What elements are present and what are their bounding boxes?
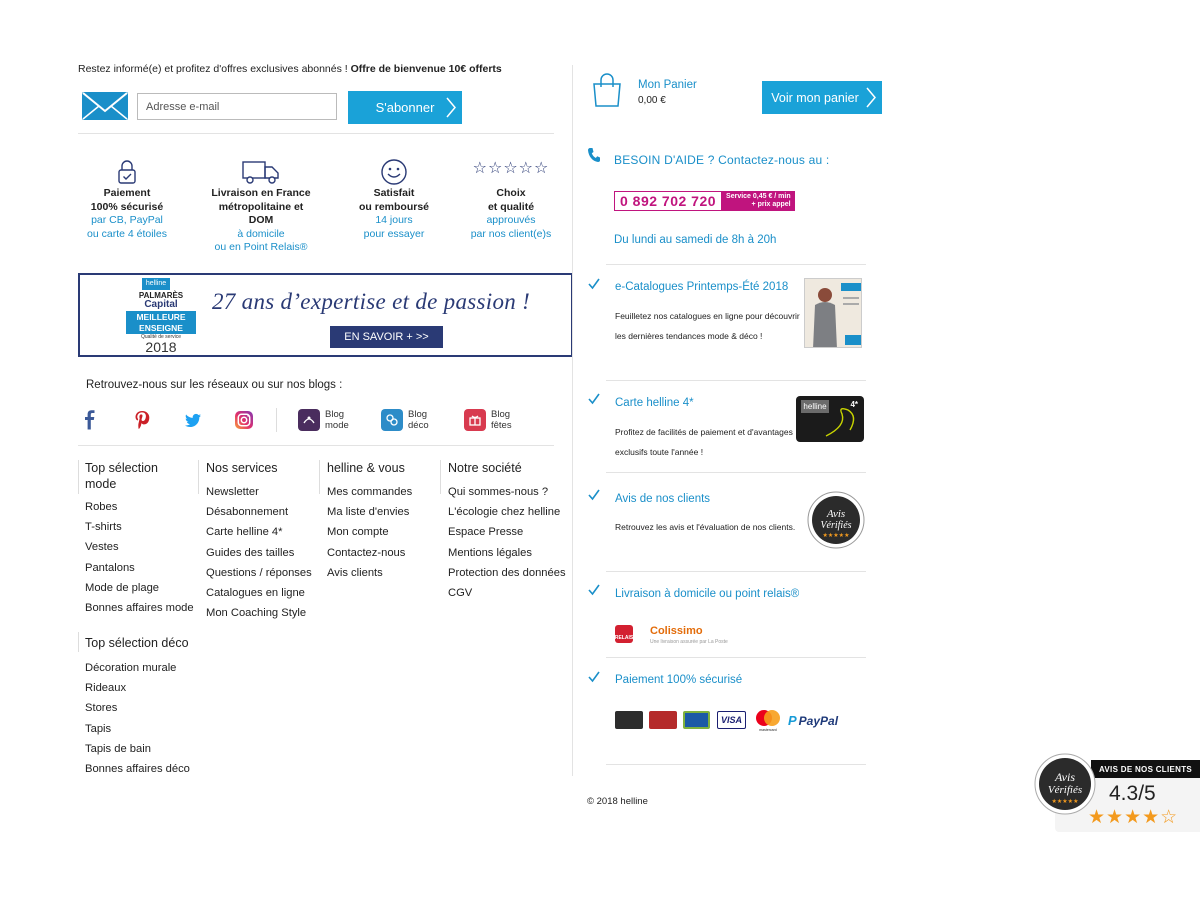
nav-heading-deco: Top sélection déco: [85, 636, 189, 650]
nav-link[interactable]: Guides des tailles: [206, 546, 295, 559]
nav-link[interactable]: Espace Presse: [448, 526, 524, 539]
phone-fee: Service 0,45 € / min + prix appel: [722, 191, 795, 211]
social-title: Retrouvez-nous sur les réseaux ou sur nos blogs :: [86, 379, 343, 391]
widget-header: AVIS DE NOS CLIENTS: [1091, 760, 1200, 778]
nav-link[interactable]: Mentions légales: [448, 546, 532, 559]
divider: [606, 472, 866, 473]
svg-text:Avis: Avis: [1055, 770, 1075, 784]
feature-title: métropolitaine et DOM: [218, 200, 304, 226]
svg-text:★★★★★: ★★★★★: [1051, 799, 1079, 805]
nav-link[interactable]: Décoration murale: [85, 662, 177, 674]
feature-subtitle: pour essayer: [363, 227, 425, 240]
nav-list-societe: [448, 482, 566, 603]
feature-subtitle: 14 jours: [375, 214, 413, 226]
banner-title: 27 ans d’expertise et de passion !: [212, 289, 531, 314]
nav-heading-societe: Notre société: [448, 461, 522, 475]
nav-link[interactable]: Mon Coaching Style: [206, 607, 307, 620]
catalog-description: Feuilletez nos catalogues en ligne pour découvrir les dernières tendances mode & déco !: [615, 311, 800, 341]
loyalty-card-image[interactable]: helline 4*: [796, 396, 864, 442]
nav-link[interactable]: Pantalons: [85, 561, 135, 574]
nav-list-mode: [85, 497, 194, 618]
instagram-icon[interactable]: [234, 410, 254, 435]
newsletter-intro: Restez informé(e) et profitez d'offres exclusives abonnés !: [78, 63, 348, 75]
nav-link[interactable]: Mode de plage: [85, 581, 160, 594]
svg-text:Vérifiés: Vérifiés: [820, 520, 852, 531]
facebook-icon[interactable]: [84, 410, 96, 435]
expertise-banner[interactable]: [78, 273, 573, 357]
learn-more-button[interactable]: EN SAVOIR + >>: [330, 326, 443, 348]
feature-subtitle: à domicile: [237, 227, 285, 240]
feature-delivery: [206, 157, 316, 255]
nav-link[interactable]: Tapis: [85, 722, 112, 735]
copyright: © 2018 helline: [587, 796, 648, 807]
feature-subtitle: par CB, PayPal: [91, 214, 163, 226]
nav-heading-services: Nos services: [206, 461, 278, 475]
divider: [606, 657, 866, 658]
nav-list-deco: [85, 658, 190, 779]
nav-link[interactable]: Rideaux: [85, 682, 127, 695]
nav-link[interactable]: Désabonnement: [206, 506, 289, 519]
envelope-icon: [80, 84, 130, 124]
mastercard-logo: [754, 708, 782, 737]
feature-title: Livraison en France: [211, 187, 311, 199]
chevron-right-icon: [446, 97, 456, 118]
checkmark-icon: [588, 671, 600, 683]
feature-satisfaction: [339, 157, 449, 241]
divider: [78, 445, 554, 446]
phone-number: 0 892 702 720: [614, 191, 722, 211]
nav-heading-helline: helline & vous: [327, 461, 405, 475]
blog-mode-icon: [298, 409, 320, 431]
feature-subtitle: par nos client(e)s: [470, 227, 552, 240]
widget-score: 4.3/5: [1109, 782, 1156, 805]
colissimo-logo: Colissimo: [650, 625, 703, 637]
chevron-right-icon: [866, 87, 876, 108]
nav-link[interactable]: Qui sommes-nous ?: [448, 486, 549, 498]
nav-link[interactable]: Questions / réponses: [206, 566, 312, 579]
reviews-description: Retrouvez les avis et l'évaluation de nos clients.: [615, 522, 796, 532]
card-description: Profitez de facilités de paiement et d'avantages exclusifs toute l'année !: [615, 427, 793, 457]
nav-link[interactable]: Catalogues en ligne: [206, 586, 305, 599]
nav-link[interactable]: Newsletter: [206, 486, 259, 498]
svg-text:Vérifiés: Vérifiés: [1047, 784, 1083, 796]
nav-link[interactable]: L'écologie chez helline: [448, 506, 561, 519]
nav-link[interactable]: Mon compte: [327, 526, 389, 539]
catalog-cover-image[interactable]: [804, 278, 862, 348]
delivery-title[interactable]: Livraison à domicile ou point relais®: [615, 588, 800, 600]
blog-fetes-icon: [464, 409, 486, 431]
card-title[interactable]: Carte helline 4*: [615, 397, 694, 409]
divider: [198, 460, 199, 494]
nav-link[interactable]: Bonnes affaires mode: [85, 601, 194, 614]
feature-quality: [456, 157, 566, 241]
helline-card-logo: [615, 711, 643, 729]
cb-card-logo: [683, 711, 710, 729]
help-hours: Du lundi au samedi de 8h à 20h: [614, 234, 777, 246]
catalog-title[interactable]: e-Catalogues Printemps-Été 2018: [615, 281, 789, 293]
reviews-widget[interactable]: [1033, 752, 1200, 832]
divider: [606, 571, 866, 572]
nav-link[interactable]: Ma liste d'envies: [327, 506, 410, 519]
cart-amount: 0,00 €: [638, 95, 666, 106]
relay-logo: RELAIS: [615, 625, 633, 643]
nav-link[interactable]: CGV: [448, 586, 473, 599]
subscribe-button[interactable]: [348, 91, 462, 124]
phone-number-box[interactable]: [614, 191, 795, 211]
smiley-icon: [339, 157, 449, 187]
colissimo-tagline: Une livraison assurée par La Poste: [650, 639, 728, 645]
blog-deco-icon: [381, 409, 403, 431]
nav-link[interactable]: Stores: [85, 702, 118, 715]
nav-link[interactable]: Contactez-nous: [327, 546, 406, 559]
nav-link[interactable]: Mes commandes: [327, 486, 413, 498]
divider: [606, 264, 866, 265]
nav-list-helline: [327, 482, 412, 583]
award-logo: helline PALMARÈS Capital MEILLEURE ENSEIGNE Qualité de service 2018: [122, 278, 200, 354]
newsletter-offer: Offre de bienvenue 10€ offerts: [350, 63, 502, 75]
feature-subtitle: ou en Point Relais®: [214, 241, 308, 253]
divider: [606, 380, 866, 381]
email-field[interactable]: [137, 93, 337, 120]
nav-link[interactable]: Protection des données: [448, 566, 566, 579]
column-divider: [572, 65, 573, 776]
divider: [276, 408, 277, 432]
feature-subtitle: ou carte 4 étoiles: [87, 227, 167, 240]
cart-label[interactable]: Mon Panier: [638, 79, 697, 91]
truck-icon: [206, 157, 316, 187]
feature-title: Paiement: [103, 187, 151, 199]
help-title: BESOIN D'AIDE ? Contactez-nous au :: [614, 153, 830, 167]
stars-icon: ☆☆☆☆☆: [472, 160, 550, 178]
payment-title: Paiement 100% sécurisé: [615, 674, 743, 686]
feature-title: Choix: [496, 187, 526, 199]
nav-link[interactable]: Bonnes affaires déco: [85, 762, 190, 775]
feature-title: et qualité: [487, 200, 535, 213]
feature-subtitle: approuvés: [486, 214, 536, 226]
reviews-title[interactable]: Avis de nos clients: [615, 493, 711, 505]
lock-icon: [72, 157, 182, 187]
divider: [78, 632, 79, 652]
svg-text:★★★★★: ★★★★★: [822, 533, 850, 539]
checkmark-icon: [588, 393, 600, 405]
shopping-bag-icon[interactable]: [590, 72, 624, 113]
pinterest-icon[interactable]: [134, 410, 150, 435]
credit-card-logo: [649, 711, 677, 729]
twitter-icon[interactable]: [184, 410, 202, 435]
nav-heading-mode: Top sélection mode: [85, 461, 158, 491]
newsletter-text: [78, 63, 502, 75]
blog-fetes-link[interactable]: Blog fêtes: [464, 409, 512, 431]
checkmark-icon: [588, 584, 600, 596]
checkmark-icon: [588, 278, 600, 290]
phone-icon: [587, 147, 601, 168]
paypal-logo: P PayPal: [788, 713, 839, 728]
divider: [319, 460, 320, 494]
divider: [78, 460, 79, 494]
svg-text:mastercard: mastercard: [759, 728, 777, 732]
nav-link[interactable]: Robes: [85, 501, 118, 513]
visa-logo: VISA: [717, 711, 746, 729]
feature-title: 100% sécurisé: [90, 200, 164, 213]
nav-list-services: [206, 482, 312, 623]
nav-link[interactable]: Vestes: [85, 541, 119, 554]
divider: [440, 460, 441, 494]
nav-link[interactable]: Avis clients: [327, 566, 383, 579]
paypal-icon: P: [788, 713, 797, 728]
checkmark-icon: [588, 489, 600, 501]
nav-link[interactable]: Carte helline 4*: [206, 526, 283, 539]
feature-payment: [72, 157, 182, 241]
subscribe-label: S'abonner: [375, 100, 435, 115]
view-cart-label: Voir mon panier: [771, 90, 859, 105]
divider: [78, 133, 554, 134]
nav-link[interactable]: Tapis de bain: [85, 742, 151, 755]
feature-title: Satisfait: [373, 187, 415, 199]
feature-title: ou remboursé: [358, 200, 429, 213]
widget-stars: ★★★★☆: [1088, 807, 1179, 828]
avis-verifies-badge[interactable]: [806, 490, 866, 555]
svg-text:Avis: Avis: [826, 508, 846, 520]
blog-deco-link[interactable]: Blog déco: [381, 409, 429, 431]
blog-mode-link[interactable]: Blog mode: [298, 409, 349, 431]
nav-link[interactable]: T-shirts: [85, 521, 122, 534]
view-cart-button[interactable]: [762, 81, 882, 114]
divider: [606, 764, 866, 765]
